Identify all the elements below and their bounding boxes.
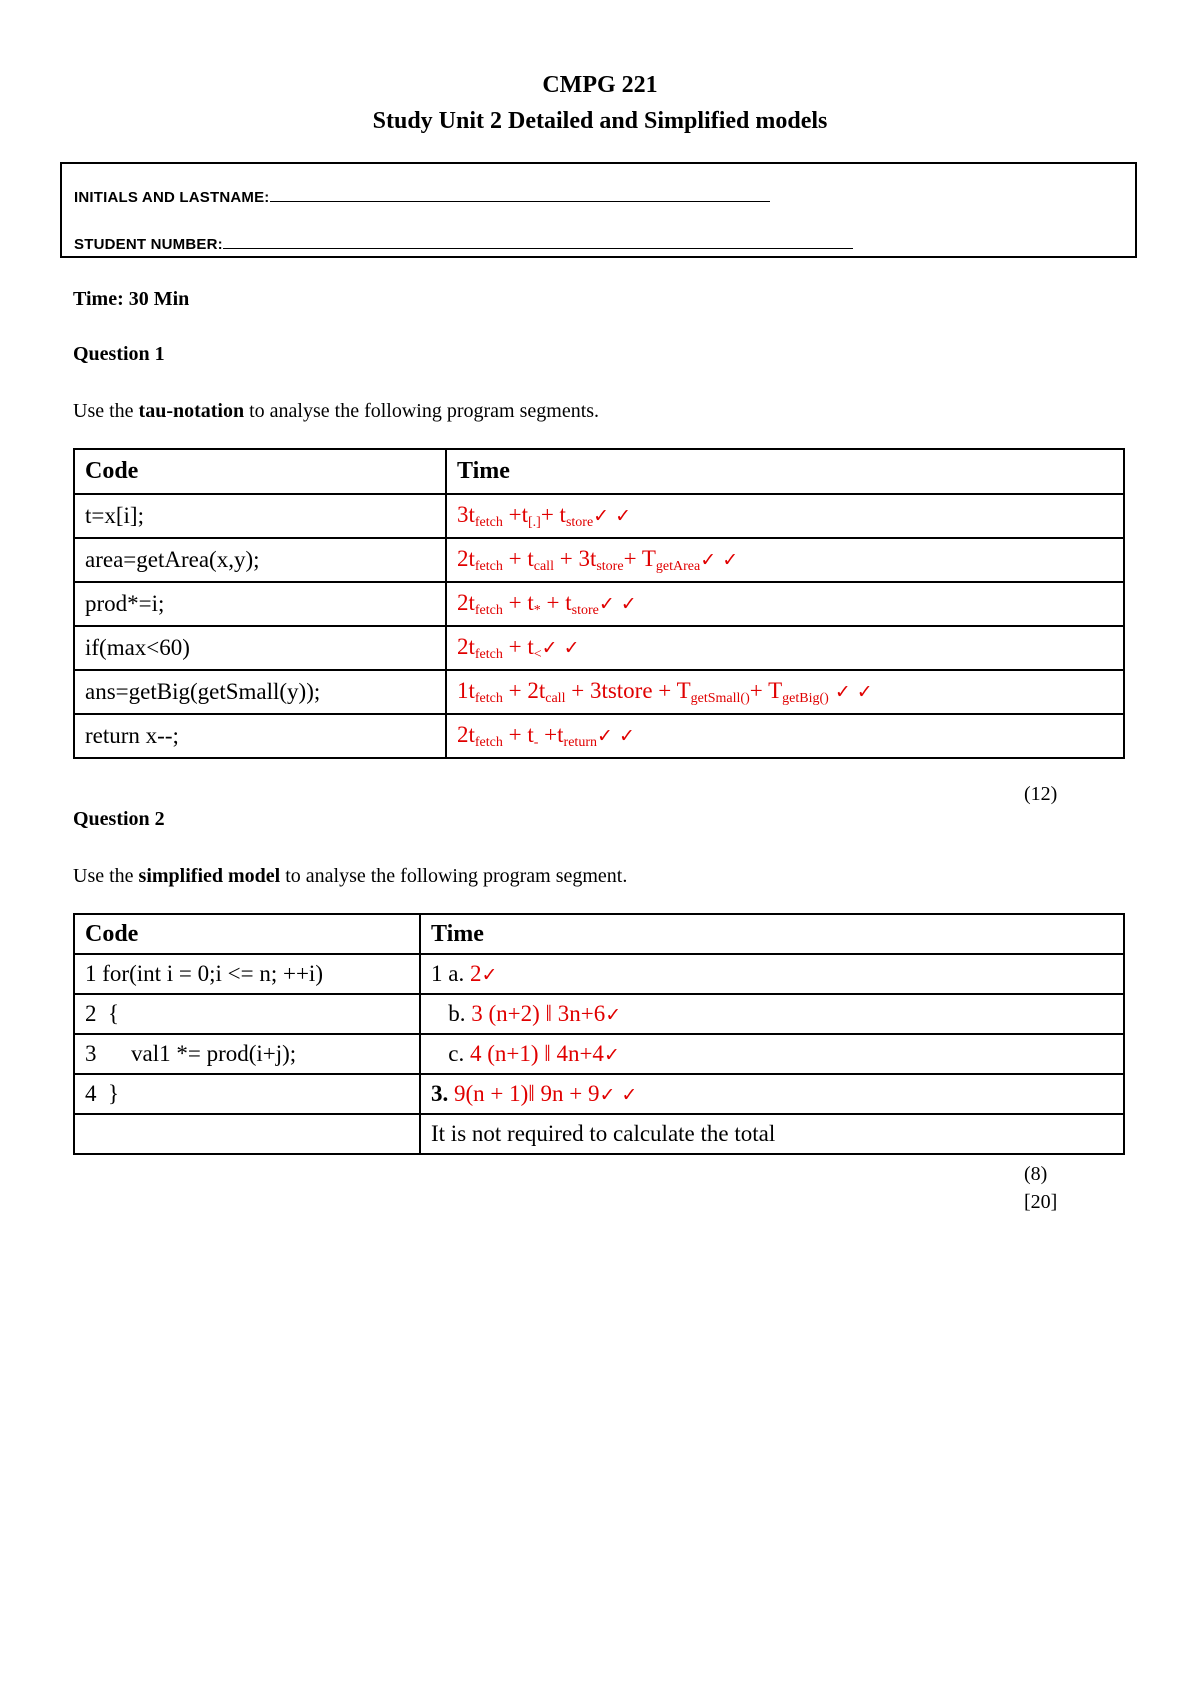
time-cell [420, 954, 1124, 994]
checkmark-icon: ✓ ✓ [596, 724, 635, 747]
step-label: 1 a. [431, 961, 470, 986]
code-cell: if(max<60) [74, 626, 446, 670]
checkmark-icon: ✓ ✓ [599, 1084, 638, 1106]
term-text: + T [749, 677, 783, 703]
table-row [74, 582, 1124, 626]
checkmark-icon: ✓ [481, 964, 498, 986]
q1-instr-pre: Use the [73, 400, 139, 422]
code-cell: 3 val1 *= prod(i+j); [74, 1034, 420, 1074]
code-cell: ans=getBig(getSmall(y)); [74, 670, 446, 714]
student-info-box [60, 162, 1137, 258]
answer-text: 4 (n+1) ‖ 4n+4 [469, 1041, 604, 1066]
code-cell: prod*=i; [74, 582, 446, 626]
page-title: Study Unit 2 Detailed and Simplified models [372, 108, 828, 134]
col-code-header: Code [74, 449, 446, 494]
code-cell: return x--; [74, 714, 446, 758]
term-text: 1t [457, 677, 475, 703]
term-text: +t [538, 721, 564, 747]
term-text: + t [502, 721, 534, 747]
checkmark-icon: ✓ ✓ [541, 636, 580, 659]
note-text: It is not required to calculate the total [431, 1121, 776, 1146]
code-cell [74, 1114, 420, 1154]
term-subscript: getSmall() [690, 690, 750, 706]
question1-instruction [73, 400, 599, 423]
term-subscript: return [563, 734, 597, 750]
name-line [74, 189, 770, 206]
question2-instruction [73, 865, 627, 888]
code-cell: 1 for(int i = 0;i <= n; ++i) [74, 954, 420, 994]
table-row [74, 1074, 1124, 1114]
time-cell [446, 714, 1124, 758]
student-number-field[interactable] [223, 248, 853, 249]
step-label: c. [431, 1041, 470, 1066]
term-text: + 3t [553, 545, 597, 571]
term-text: + 3tstore + T [565, 677, 691, 703]
time-cell [446, 538, 1124, 582]
col-time-header: Time [446, 449, 1124, 494]
term-subscript: getArea [655, 558, 701, 574]
time-cell [446, 670, 1124, 714]
term-subscript: getBig() [782, 690, 829, 706]
table-row [74, 994, 1124, 1034]
question2-table [73, 913, 1125, 1155]
term-text: +t [502, 501, 528, 527]
term-text: 2t [457, 589, 475, 615]
checkmark-icon: ✓ [605, 1004, 622, 1026]
term-subscript: * [533, 602, 541, 618]
table-row [74, 626, 1124, 670]
term-subscript: store [571, 602, 599, 618]
question2-heading: Question 2 [73, 808, 165, 830]
table-row [74, 494, 1124, 538]
table-row [74, 1114, 1124, 1154]
term-text: + t [540, 501, 566, 527]
time-cell [446, 582, 1124, 626]
term-text: 2t [457, 721, 475, 747]
term-subscript: < [533, 646, 542, 662]
term-subscript: - [533, 734, 539, 750]
col-code-header: Code [74, 914, 420, 954]
name-label: INITIALS AND LASTNAME: [74, 189, 270, 206]
term-text: + t [540, 589, 572, 615]
term-text: + t [502, 633, 534, 659]
table-header-row [74, 914, 1124, 954]
term-subscript: fetch [474, 602, 503, 618]
term-subscript: fetch [474, 690, 503, 706]
term-text: + T [623, 545, 656, 571]
term-text: + t [502, 545, 534, 571]
term-subscript: fetch [474, 558, 503, 574]
col-time-header: Time [420, 914, 1124, 954]
q1-instr-bold: tau-notation [138, 400, 245, 422]
table-header-row [74, 449, 1124, 494]
term-subscript: call [545, 690, 566, 706]
term-text: + t [502, 589, 534, 615]
q2-instr-post: to analyse the following program segment. [280, 865, 628, 887]
step-label: 3. [431, 1081, 454, 1106]
term-subscript: store [596, 558, 624, 574]
number-line [74, 236, 853, 253]
total-marks: [20] [1024, 1191, 1058, 1213]
code-cell: 2 { [74, 994, 420, 1034]
time-cell [446, 494, 1124, 538]
table-row [74, 670, 1124, 714]
step-label: b. [431, 1001, 472, 1026]
term-text: + 2t [502, 677, 546, 703]
answer-text: 2 [469, 961, 482, 986]
checkmark-icon: ✓ ✓ [598, 592, 637, 615]
term-subscript: fetch [474, 514, 503, 530]
name-field[interactable] [270, 201, 770, 202]
term-text: 3t [457, 501, 475, 527]
question1-table [73, 448, 1125, 759]
term-subscript: store [565, 514, 594, 530]
time-cell [420, 1034, 1124, 1074]
course-code: CMPG 221 [542, 72, 658, 98]
checkmark-icon: ✓ ✓ [593, 504, 632, 527]
student-number-label: STUDENT NUMBER: [74, 236, 223, 253]
q1-instr-post: to analyse the following program segments. [244, 400, 600, 422]
time-cell [420, 1074, 1124, 1114]
question2-marks: (8) [1024, 1163, 1048, 1185]
code-cell: area=getArea(x,y); [74, 538, 446, 582]
question1-heading: Question 1 [73, 343, 165, 365]
question1-marks: (12) [1024, 783, 1058, 805]
table-row [74, 1034, 1124, 1074]
q2-instr-pre: Use the [73, 865, 139, 887]
term-text: 2t [457, 545, 475, 571]
time-cell [446, 626, 1124, 670]
term-subscript: call [533, 558, 554, 574]
table-row [74, 954, 1124, 994]
checkmark-icon: ✓ ✓ [700, 548, 739, 571]
term-text: 2t [457, 633, 475, 659]
answer-text: 3 (n+2) ‖ 3n+6 [471, 1001, 606, 1026]
table-row [74, 538, 1124, 582]
checkmark-icon: ✓ [603, 1044, 620, 1066]
table-row [74, 714, 1124, 758]
code-cell: t=x[i]; [74, 494, 446, 538]
checkmark-icon: ✓ ✓ [828, 680, 873, 703]
term-subscript: [.] [528, 514, 541, 530]
q2-instr-bold: simplified model [138, 865, 281, 887]
term-subscript: fetch [474, 646, 503, 662]
answer-text: 9(n + 1)‖ 9n + 9 [454, 1081, 600, 1106]
time-cell [420, 1114, 1124, 1154]
term-subscript: fetch [474, 734, 503, 750]
code-cell: 4 } [74, 1074, 420, 1114]
time-limit: Time: 30 Min [73, 288, 190, 310]
time-cell [420, 994, 1124, 1034]
